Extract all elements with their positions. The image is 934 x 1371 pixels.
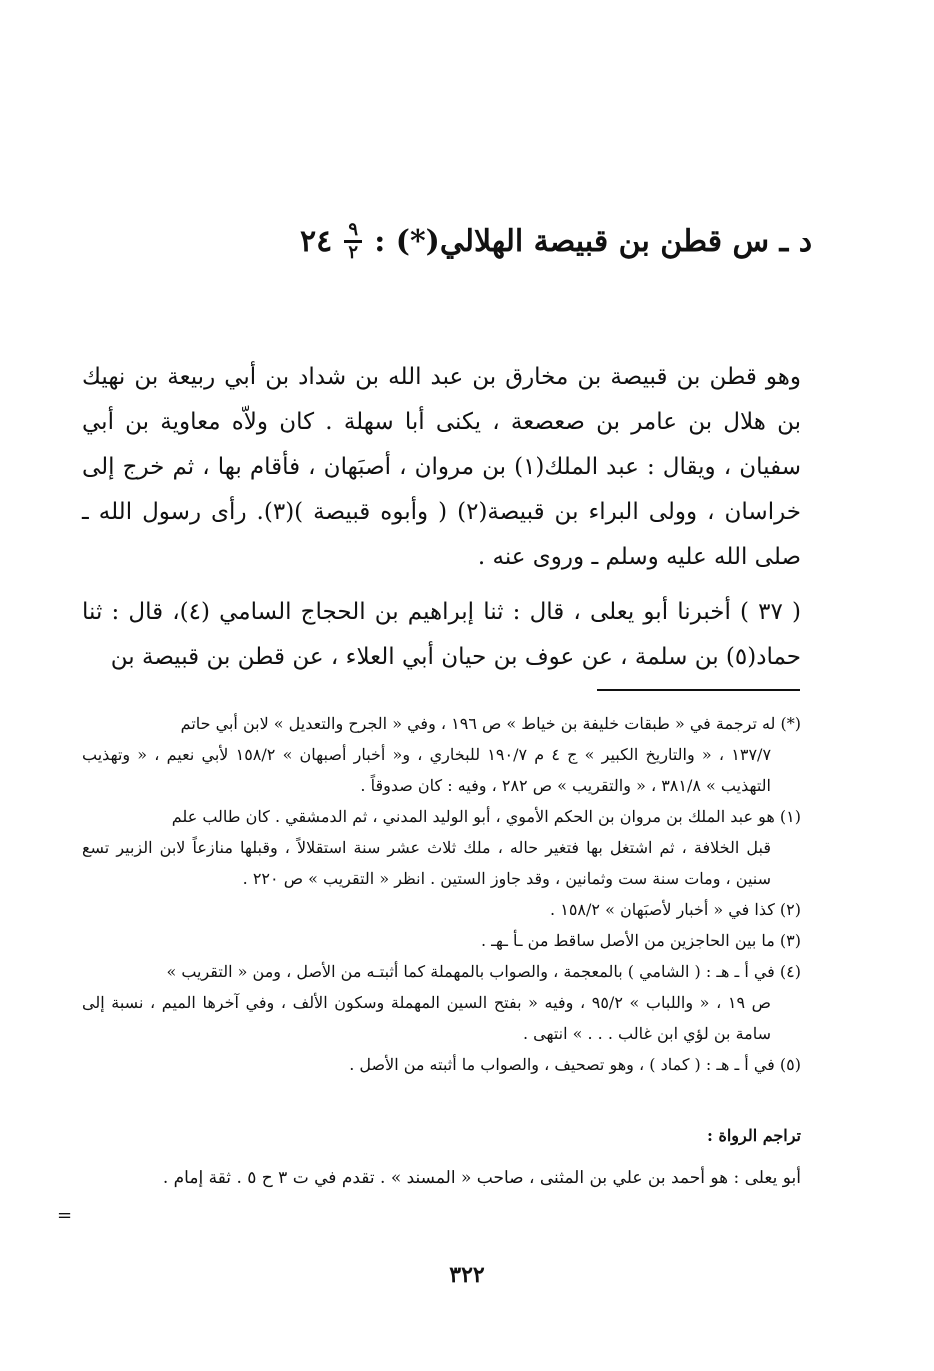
footnote-first-line: (*) له ترجمة في « طبقات خليفة بن خياط » ص ١٩٦ ، وفي « الجرح والتعديل » لابن أبي حاتم [180,714,801,733]
biography-paragraph: وهو قطن بن قبيصة بن مخارق بن عبد الله بن شداد بن أبي ربيعة بن نهيك بن هلال بن عامر بن صعصعة ، يكنى أبا سهلة . كان ولاّه معاوية بن أبي سفيان ، ويقال : عبد الملك(١) بن مروان ، أصبَهان ، فأقام بها ، ثم خرج إلى خراسان ، وولى البراء بن قبيصة(٢) ( وأبوه قبيصة )(٣). رأى رسول الله ـ صلى الله عليه وسلم ـ وروى عنه . [82,364,801,570]
footnote-first-line: (٥) في أ ـ هـ : ( كماد ) ، وهو تصحيف ، والصواب ما أثبته من الأصل . [349,1055,801,1074]
footnote-first-line: (٤) في أ ـ هـ : ( الشامي ) بالمعجمة ، والصواب بالمهملة كما أثبتـه من الأصل ، ومن « التقريب » [166,962,801,981]
page-number: ٣٢٢ [449,1262,485,1288]
footnote-item [82,956,801,1049]
footnotes [82,708,801,1080]
fraction-bottom: ٢ [348,242,359,263]
footnote-item [82,1049,801,1080]
footnote-continuation: قبل الخلافة ، ثم اشتغل بها فتغير حاله ، ملك ثلاث عشر سنة استقلالاً ، وقبلها منازعاً لابن الزبير تسع سنين ، ومات سنة ست وثمانين ، وقد جاوز الستين . انظر « التقريب » ص ٢٢٠ . [82,838,771,888]
entry-heading [300,219,813,263]
fraction-top: ٩ [348,219,359,240]
footnote-first-line: (١) هو عبد الملك بن مروان بن الحكم الأموي ، أبو الوليد المدني ، ثم الدمشقي . كان طالب علم [171,807,801,826]
main-text [82,355,801,680]
hadith-paragraph: ( ٣٧ ) أخبرنا أبو يعلى ، قال : ثنا إبراهيم بن الحجاج السامي (٤)، قال : ثنا حماد(٥) بن سلمة ، عن عوف بن حيان أبي العلاء ، عن قطن بن قبيصة بن [82,599,801,670]
entry-number: ٢٤ [300,224,333,259]
footnote-item [82,708,801,801]
footnote-item [82,925,801,956]
footnote-item [82,801,801,894]
narrators-text: أبو يعلى : هو أحمد بن علي بن المثنى ، صاحب « المسند » . تقدم في ت ٣ ح ٥ . ثقة إمام . [162,1168,801,1188]
fraction-mark [344,219,362,263]
footnote-continuation: ١٣٧/٧ ، « والتاريخ الكبير » ج ٤ م ١٩٠/٧ للبخاري ، و« أخبار أصبهان » ١٥٨/٢ لأبي نعيم ، « وتهذيب التهذيب » ٣٨١/٨ ، « والتقريب » ص ٢٨٢ ، وفيه : كان صدوقاً . [82,745,772,795]
entry-title: د ـ س قطن بن قبيصة الهلالي(*) : [374,224,813,259]
footnote-divider [597,689,800,691]
continuation-mark: = [57,1205,73,1226]
narrators-heading: تراجم الرواة : [706,1126,801,1145]
footnote-first-line: (٢) كذا في « أخبار لأصبَهان » ١٥٨/٢ . [550,900,801,919]
footnote-continuation: ص ١٩ ، « واللباب » ٩٥/٢ ، وفيه « بفتح السين المهملة وسكون الألف ، وفي آخرها الميم ، نسبة إلى سامة بن لؤي ابن غالب . . . » انتهى . [82,993,772,1043]
footnote-first-line: (٣) ما بين الحاجزين من الأصل ساقط من ـأ ـهـ . [480,931,801,950]
footnote-item [82,894,801,925]
